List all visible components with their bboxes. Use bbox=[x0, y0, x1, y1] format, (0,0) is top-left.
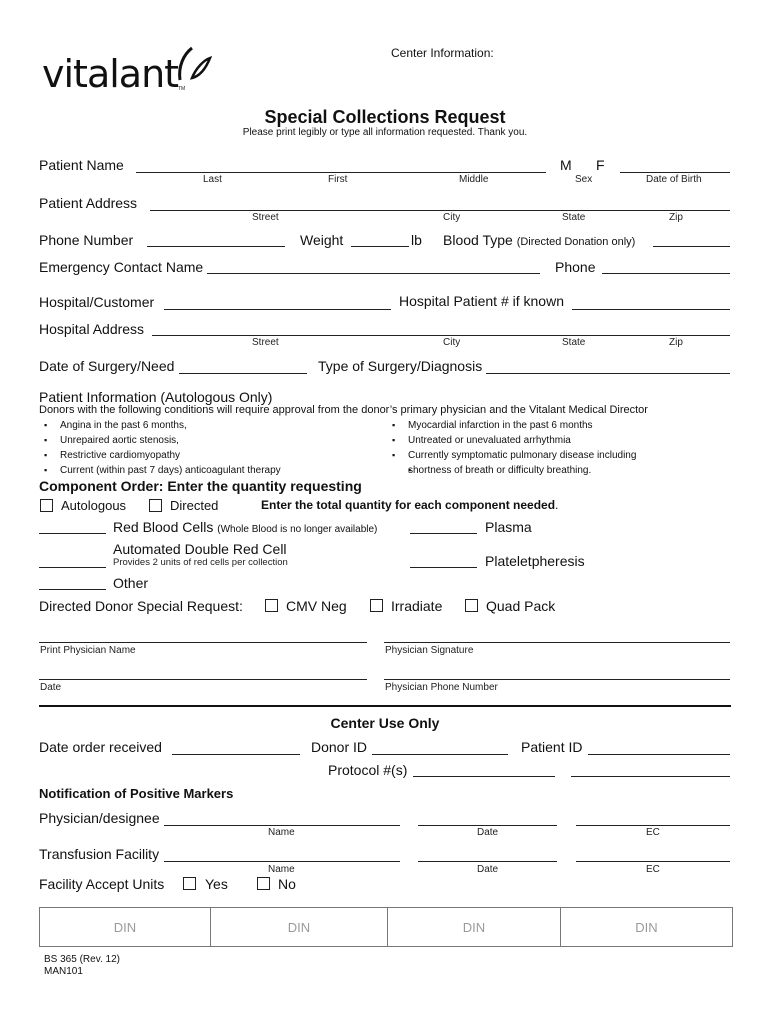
list-item-continued: shortness of breath or difficulty breathing. bbox=[408, 465, 592, 476]
din-cell[interactable]: DIN bbox=[388, 908, 561, 946]
adrc-quantity-field[interactable] bbox=[39, 567, 106, 568]
center-use-heading: Center Use Only bbox=[330, 715, 440, 731]
conditions-right-list bbox=[392, 418, 636, 478]
date-order-received-label: Date order received bbox=[39, 739, 162, 755]
transfusion-ec-caption: EC bbox=[646, 864, 660, 875]
quad-pack-label: Quad Pack bbox=[486, 598, 556, 614]
emergency-phone-field[interactable] bbox=[602, 273, 730, 274]
autologous-note: Donors with the following conditions will require approval from the donor’s primary physician and the Vitalant Medical Director bbox=[39, 404, 648, 416]
hospital-customer-field[interactable] bbox=[164, 309, 391, 310]
cmv-neg-checkbox[interactable] bbox=[265, 599, 278, 612]
physician-phone-field[interactable] bbox=[384, 679, 730, 680]
accept-no-checkbox[interactable] bbox=[257, 877, 270, 890]
component-instruction-period: . bbox=[555, 498, 559, 512]
facility-accept-units-label: Facility Accept Units bbox=[39, 876, 165, 892]
autologous-checkbox-label: Autologous bbox=[61, 498, 127, 513]
adrc-note: Provides 2 units of red cells per collection bbox=[113, 557, 288, 568]
designee-date-caption: Date bbox=[477, 827, 499, 838]
hospital-street-caption: Street bbox=[252, 337, 279, 348]
first-caption: First bbox=[328, 174, 348, 185]
last-caption: Last bbox=[203, 174, 222, 185]
hospital-zip-caption: Zip bbox=[669, 337, 683, 348]
physician-date-field[interactable] bbox=[39, 679, 367, 680]
surgery-date-field[interactable] bbox=[179, 373, 307, 374]
rbc-label bbox=[113, 519, 377, 535]
designee-name-field[interactable] bbox=[164, 825, 400, 826]
plateletpheresis-label: Plateletpheresis bbox=[485, 553, 585, 569]
din-cell[interactable]: DIN bbox=[40, 908, 211, 946]
protocol-field-2[interactable] bbox=[571, 776, 730, 777]
hospital-address-field[interactable] bbox=[152, 335, 730, 336]
blood-type-note: (Directed Donation only) bbox=[516, 236, 636, 248]
transfusion-name-caption: Name bbox=[268, 864, 295, 875]
physician-signature-caption: Physician Signature bbox=[385, 645, 474, 656]
section-divider bbox=[39, 705, 731, 707]
designee-date-field[interactable] bbox=[418, 825, 557, 826]
hospital-patient-number-field[interactable] bbox=[572, 309, 730, 310]
phone-number-label: Phone Number bbox=[39, 232, 134, 248]
physician-name-caption: Print Physician Name bbox=[40, 645, 136, 656]
emergency-phone-label: Phone bbox=[555, 259, 596, 275]
accept-yes-checkbox[interactable] bbox=[183, 877, 196, 890]
dob-field[interactable] bbox=[620, 172, 730, 173]
donor-id-label: Donor ID bbox=[311, 739, 368, 755]
zip-caption: Zip bbox=[669, 212, 683, 223]
list-item: ▪ Untreated or unevaluated arrhythmia bbox=[392, 433, 636, 448]
hospital-city-caption: City bbox=[443, 337, 461, 348]
street-caption: Street bbox=[252, 212, 279, 223]
list-item bbox=[392, 463, 636, 478]
form-number: BS 365 (Rev. 12) bbox=[44, 954, 120, 965]
hospital-address-label: Hospital Address bbox=[39, 321, 145, 337]
din-cell[interactable]: DIN bbox=[211, 908, 388, 946]
patient-name-label: Patient Name bbox=[39, 157, 124, 173]
middle-caption: Middle bbox=[459, 174, 489, 185]
accept-yes-label: Yes bbox=[205, 876, 228, 892]
transfusion-ec-field[interactable] bbox=[576, 861, 730, 862]
directed-special-request-label: Directed Donor Special Request: bbox=[39, 598, 243, 614]
other-label: Other bbox=[113, 575, 149, 591]
list-item: ▪ Restrictive cardiomyopathy bbox=[44, 448, 281, 463]
transfusion-date-caption: Date bbox=[477, 864, 499, 875]
adrc-label: Automated Double Red Cell bbox=[113, 541, 287, 557]
blood-type-label bbox=[443, 232, 635, 248]
logo-text: vitalant bbox=[42, 52, 179, 96]
physician-name-field[interactable] bbox=[39, 642, 367, 643]
other-quantity-field[interactable] bbox=[39, 589, 106, 590]
hospital-state-caption: State bbox=[562, 337, 586, 348]
sex-f-label: F bbox=[596, 157, 605, 173]
list-item: ▪ Angina in the past 6 months, bbox=[44, 418, 281, 433]
plasma-quantity-field[interactable] bbox=[410, 533, 477, 534]
emergency-contact-field[interactable] bbox=[207, 273, 540, 274]
dob-caption: Date of Birth bbox=[646, 174, 702, 185]
phone-number-field[interactable] bbox=[147, 246, 285, 247]
physician-phone-caption: Physician Phone Number bbox=[385, 682, 498, 693]
patient-address-field[interactable] bbox=[150, 210, 730, 211]
component-instruction bbox=[261, 498, 558, 512]
weight-label: Weight bbox=[300, 232, 344, 248]
patient-id-field[interactable] bbox=[588, 754, 730, 755]
transfusion-date-field[interactable] bbox=[418, 861, 557, 862]
surgery-type-field[interactable] bbox=[486, 373, 730, 374]
din-cell[interactable]: DIN bbox=[635, 919, 658, 935]
sex-m-label: M bbox=[560, 157, 572, 173]
rbc-text: Red Blood Cells bbox=[113, 519, 214, 535]
patient-address-label: Patient Address bbox=[39, 195, 138, 211]
form-subtitle: Please print legibly or type all information requested. Thank you. bbox=[242, 127, 528, 138]
physician-designee-label: Physician/designee bbox=[39, 810, 160, 826]
leaf-icon bbox=[174, 44, 214, 86]
lb-label: lb bbox=[411, 232, 422, 248]
physician-signature-field[interactable] bbox=[384, 642, 730, 643]
irradiate-label: Irradiate bbox=[391, 598, 443, 614]
weight-field[interactable] bbox=[351, 246, 409, 247]
list-item: ▪ Currently symptomatic pulmonary disease including bbox=[392, 448, 636, 463]
physician-date-caption: Date bbox=[40, 682, 62, 693]
protocol-label: Protocol #(s) bbox=[328, 762, 408, 778]
donor-id-field[interactable] bbox=[372, 754, 508, 755]
city-caption: City bbox=[443, 212, 461, 223]
rbc-note: (Whole Blood is no longer available) bbox=[217, 524, 378, 535]
state-caption: State bbox=[562, 212, 586, 223]
center-information-label: Center Information: bbox=[391, 46, 494, 60]
autologous-heading: Patient Information (Autologous Only) bbox=[39, 389, 273, 405]
logo-trademark: TM bbox=[178, 86, 186, 92]
list-item: ▪ Unrepaired aortic stenosis, bbox=[44, 433, 281, 448]
transfusion-name-field[interactable] bbox=[164, 861, 400, 862]
cmv-neg-label: CMV Neg bbox=[286, 598, 347, 614]
man-number: MAN101 bbox=[44, 966, 83, 977]
emergency-contact-label: Emergency Contact Name bbox=[39, 259, 204, 275]
date-order-received-field[interactable] bbox=[172, 754, 300, 755]
list-item: ▪ Current (within past 7 days) anticoagulant therapy bbox=[44, 463, 281, 478]
plasma-label: Plasma bbox=[485, 519, 532, 535]
patient-name-field[interactable] bbox=[136, 172, 546, 173]
hospital-customer-label: Hospital/Customer bbox=[39, 294, 155, 310]
hospital-patient-number-label: Hospital Patient # if known bbox=[399, 293, 564, 309]
directed-checkbox-label: Directed bbox=[170, 498, 219, 513]
vitalant-logo bbox=[42, 52, 178, 96]
form-title: Special Collections Request bbox=[264, 107, 506, 127]
quad-pack-checkbox[interactable] bbox=[465, 599, 478, 612]
notification-heading: Notification of Positive Markers bbox=[39, 786, 234, 801]
component-order-heading: Component Order: Enter the quantity requesting bbox=[39, 478, 362, 494]
surgery-type-label: Type of Surgery/Diagnosis bbox=[318, 358, 483, 374]
blood-type-field[interactable] bbox=[653, 246, 730, 247]
directed-checkbox[interactable] bbox=[149, 499, 162, 512]
protocol-field-1[interactable] bbox=[413, 776, 555, 777]
plateletpheresis-quantity-field[interactable] bbox=[410, 567, 477, 568]
list-item: ▪ Myocardial infarction in the past 6 months bbox=[392, 418, 636, 433]
accept-no-label: No bbox=[278, 876, 296, 892]
designee-ec-caption: EC bbox=[646, 827, 660, 838]
conditions-left-list bbox=[44, 418, 281, 478]
blood-type-text: Blood Type bbox=[443, 232, 513, 248]
rbc-quantity-field[interactable] bbox=[39, 533, 106, 534]
component-instruction-text: Enter the total quantity for each component needed bbox=[261, 498, 556, 512]
sex-caption: Sex bbox=[575, 174, 593, 185]
din-table bbox=[39, 907, 733, 947]
irradiate-checkbox[interactable] bbox=[370, 599, 383, 612]
surgery-date-label: Date of Surgery/Need bbox=[39, 358, 175, 374]
transfusion-facility-label: Transfusion Facility bbox=[39, 846, 160, 862]
patient-id-label: Patient ID bbox=[521, 739, 583, 755]
designee-name-caption: Name bbox=[268, 827, 295, 838]
autologous-checkbox[interactable] bbox=[40, 499, 53, 512]
designee-ec-field[interactable] bbox=[576, 825, 730, 826]
